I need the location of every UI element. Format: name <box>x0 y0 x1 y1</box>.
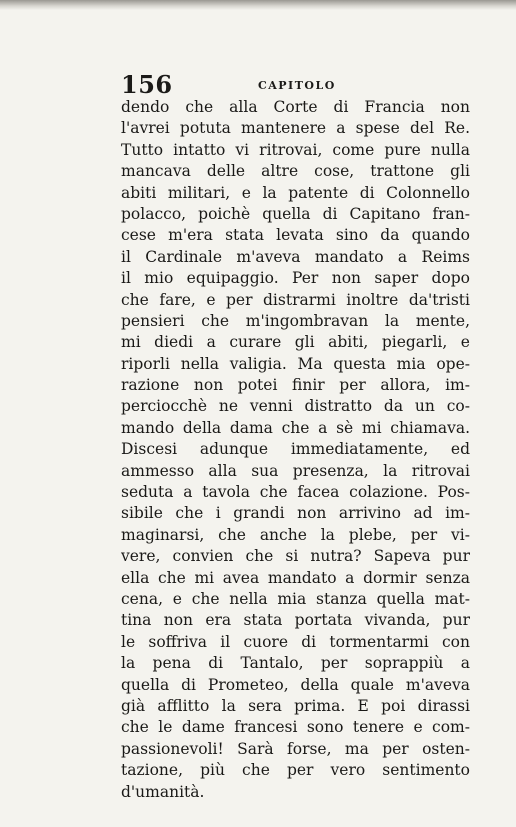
text-line: pensieri che m'ingombravan la mente, <box>121 311 470 330</box>
text-line: sibile che i grandi non arrivino ad im- <box>121 504 470 523</box>
text-line: razione non potei finir per allora, im- <box>121 376 470 395</box>
page-number: 156 <box>121 70 173 99</box>
text-line: perciocchè ne venni distratto da un co- <box>121 397 470 416</box>
text-line: il Cardinale m'aveva mandato a Reims <box>121 247 470 266</box>
text-line: tina non era stata portata vivanda, pur <box>121 611 470 630</box>
text-line: seduta a tavola che facea colazione. Pos- <box>121 483 470 502</box>
text-line: mancava delle altre cose, trattone gli <box>121 162 470 181</box>
text-line: vere, convien che si nutra? Sapeva pur <box>121 547 470 566</box>
text-line: polacco, poichè quella di Capitano fran- <box>121 204 470 223</box>
text-line: riporli nella valigia. Ma questa mia ope- <box>121 354 470 373</box>
text-line: le soffriva il cuore di tormentarmi con <box>121 632 470 651</box>
text-line: Discesi adunque immediatamente, ed <box>121 440 470 459</box>
text-line: cena, e che nella mia stanza quella mat- <box>121 589 470 608</box>
text-line: l'avrei potuta mantenere a spese del Re. <box>121 119 470 138</box>
text-line: quella di Prometeo, della quale m'aveva <box>121 675 470 694</box>
text-line: abiti militari, e la patente di Colonnello <box>121 183 470 202</box>
page-header <box>121 70 471 98</box>
text-line: tazione, più che per vero sentimento <box>121 761 470 780</box>
text-line: ella che mi avea mandato a dormir senza <box>121 568 470 587</box>
text-line: maginarsi, che anche la plebe, per vi- <box>121 525 470 544</box>
text-line: il mio equipaggio. Per non saper dopo <box>121 269 470 288</box>
text-line: mi diedi a curare gli abiti, piegarli, e <box>121 333 470 352</box>
text-line-last: d'umanità. <box>121 782 205 801</box>
text-line: già afflitto la sera prima. E poi dirassi <box>121 696 470 715</box>
text-line: Tutto intatto vi ritrovai, come pure nulla <box>121 140 470 159</box>
text-line: cese m'era stata levata sino da quando <box>121 226 470 245</box>
text-line: che fare, e per distrarmi inoltre da'tristi <box>121 290 470 309</box>
text-line: passionevoli! Sarà forse, ma per osten- <box>121 739 470 758</box>
text-line: ammesso alla sua presenza, la ritrovai <box>121 461 470 480</box>
running-head: CAPITOLO <box>258 79 336 92</box>
text-line: che le dame francesi sono tenere e com- <box>121 718 470 737</box>
page-top-edge <box>0 0 516 10</box>
body-text <box>121 97 470 803</box>
text-line: la pena di Tantalo, per soprappiù a <box>121 654 470 673</box>
text-line: dendo che alla Corte di Francia non <box>121 98 470 116</box>
text-line: mando della dama che a sè mi chiamava. <box>121 418 470 437</box>
